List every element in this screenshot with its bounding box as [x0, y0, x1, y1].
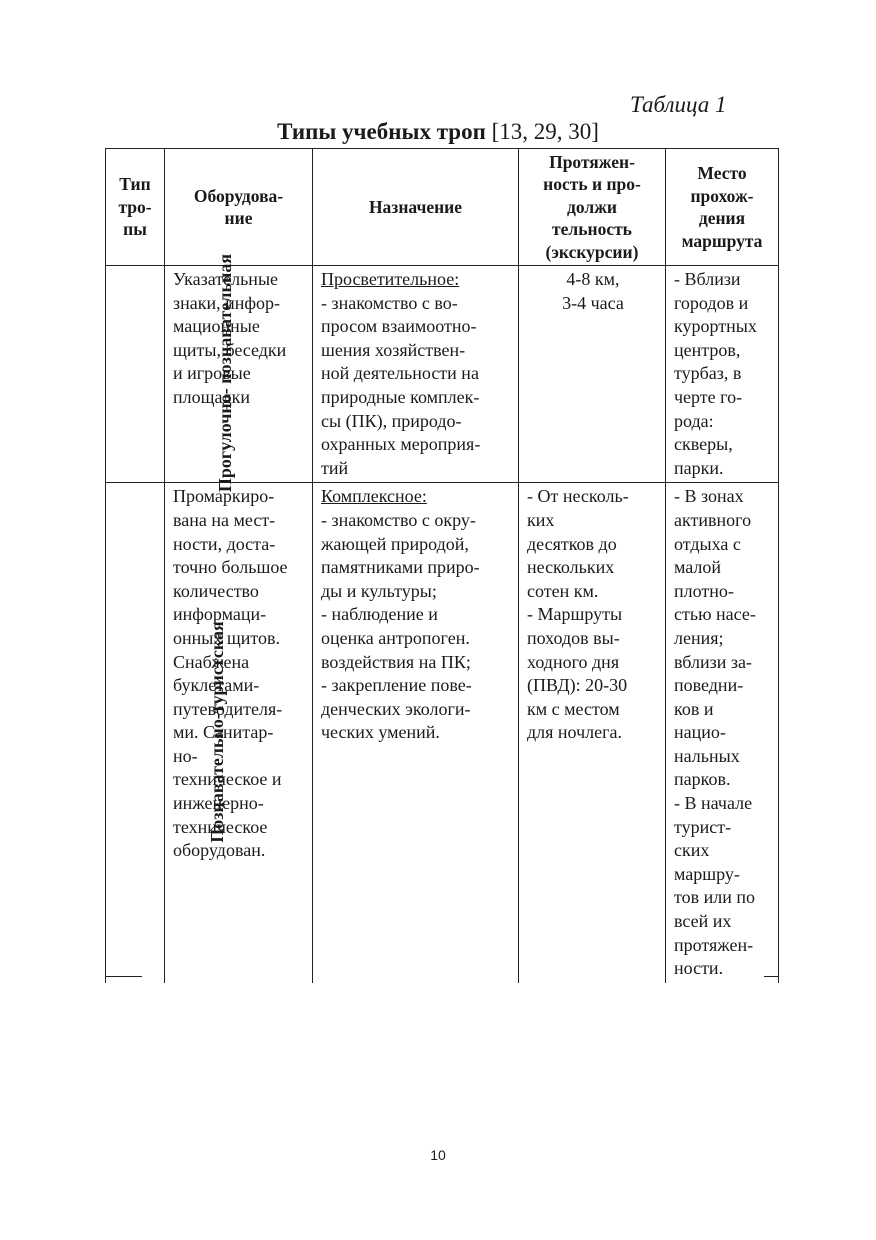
row-duration: 4-8 км, 3-4 часа	[519, 266, 666, 483]
header-duration: Протяжен- ность и про- должи тельность (экскурсии)	[519, 149, 666, 266]
header-place: Место прохож- дения маршрута	[666, 149, 779, 266]
header-row	[106, 149, 779, 266]
header-equipment: Оборудова- ние	[165, 149, 313, 266]
row-purpose-heading: Просветительное:	[321, 269, 460, 289]
table-title	[0, 119, 876, 145]
row-place: - Вблизи городов и курортных центров, турбаз, в черте го- рода: скверы, парки.	[666, 266, 779, 483]
table-caption: Таблица 1	[630, 92, 727, 117]
table-bottom-stub-right	[764, 976, 778, 977]
table-title-refs: [13, 29, 30]	[485, 119, 599, 144]
row-purpose: - знакомство с во- просом взаимоотно- шения хозяйствен- ной деятельности на природные комплек- сы (ПК), природо- охранных мероприя- тий	[321, 292, 481, 478]
row-purpose-cell	[313, 483, 519, 983]
row-equipment: Указательные знаки, инфор- мационные щиты, беседки и игровые площадки	[165, 266, 313, 483]
header-type: Тип тро- пы	[106, 149, 165, 266]
table-row	[106, 483, 779, 983]
table-bottom-stub-left	[105, 976, 142, 977]
row-place: - В зонах активного отдыха с малой плотно- стью насе- ления; вблизи за- поведни- ков и нацио- нальных парков. - В начале турист- ских маршру- тов или по всей их протяжен- ности.	[666, 483, 779, 983]
table-title-main: Типы учебных троп	[277, 119, 486, 144]
table-row	[106, 266, 779, 483]
row-type-cell	[106, 483, 227, 983]
row-type-label: Познавательно-туристская	[206, 621, 227, 844]
trail-types-table	[105, 148, 779, 983]
row-type-label: Прогулочно- познавательная	[215, 254, 236, 493]
row-purpose-heading: Комплексное:	[321, 486, 427, 507]
header-purpose: Назначение	[313, 149, 519, 266]
page-number: 10	[430, 1147, 446, 1163]
row-duration: - От несколь- ких десятков до нескольких сотен км. - Маршруты походов вы- ходного дня (ПВД): 20-30 км с местом для ночлега.	[519, 483, 666, 983]
row-purpose: - знакомство с окру- жающей природой, памятниками приро- ды и культуры; - наблюдение и оценка антропоген. воздействия на ПК; - закрепление пове- денческих экологи- ческих умений.	[321, 509, 480, 743]
row-purpose-cell	[313, 266, 519, 483]
row-equipment: Промаркиро- вана на мест- ности, доста- точно большое количество информаци- онных щитов. Снабжена буклетами- путеводителя- ми. Санитар- но- техническое и инженерно- техническое оборудован.	[165, 483, 313, 983]
